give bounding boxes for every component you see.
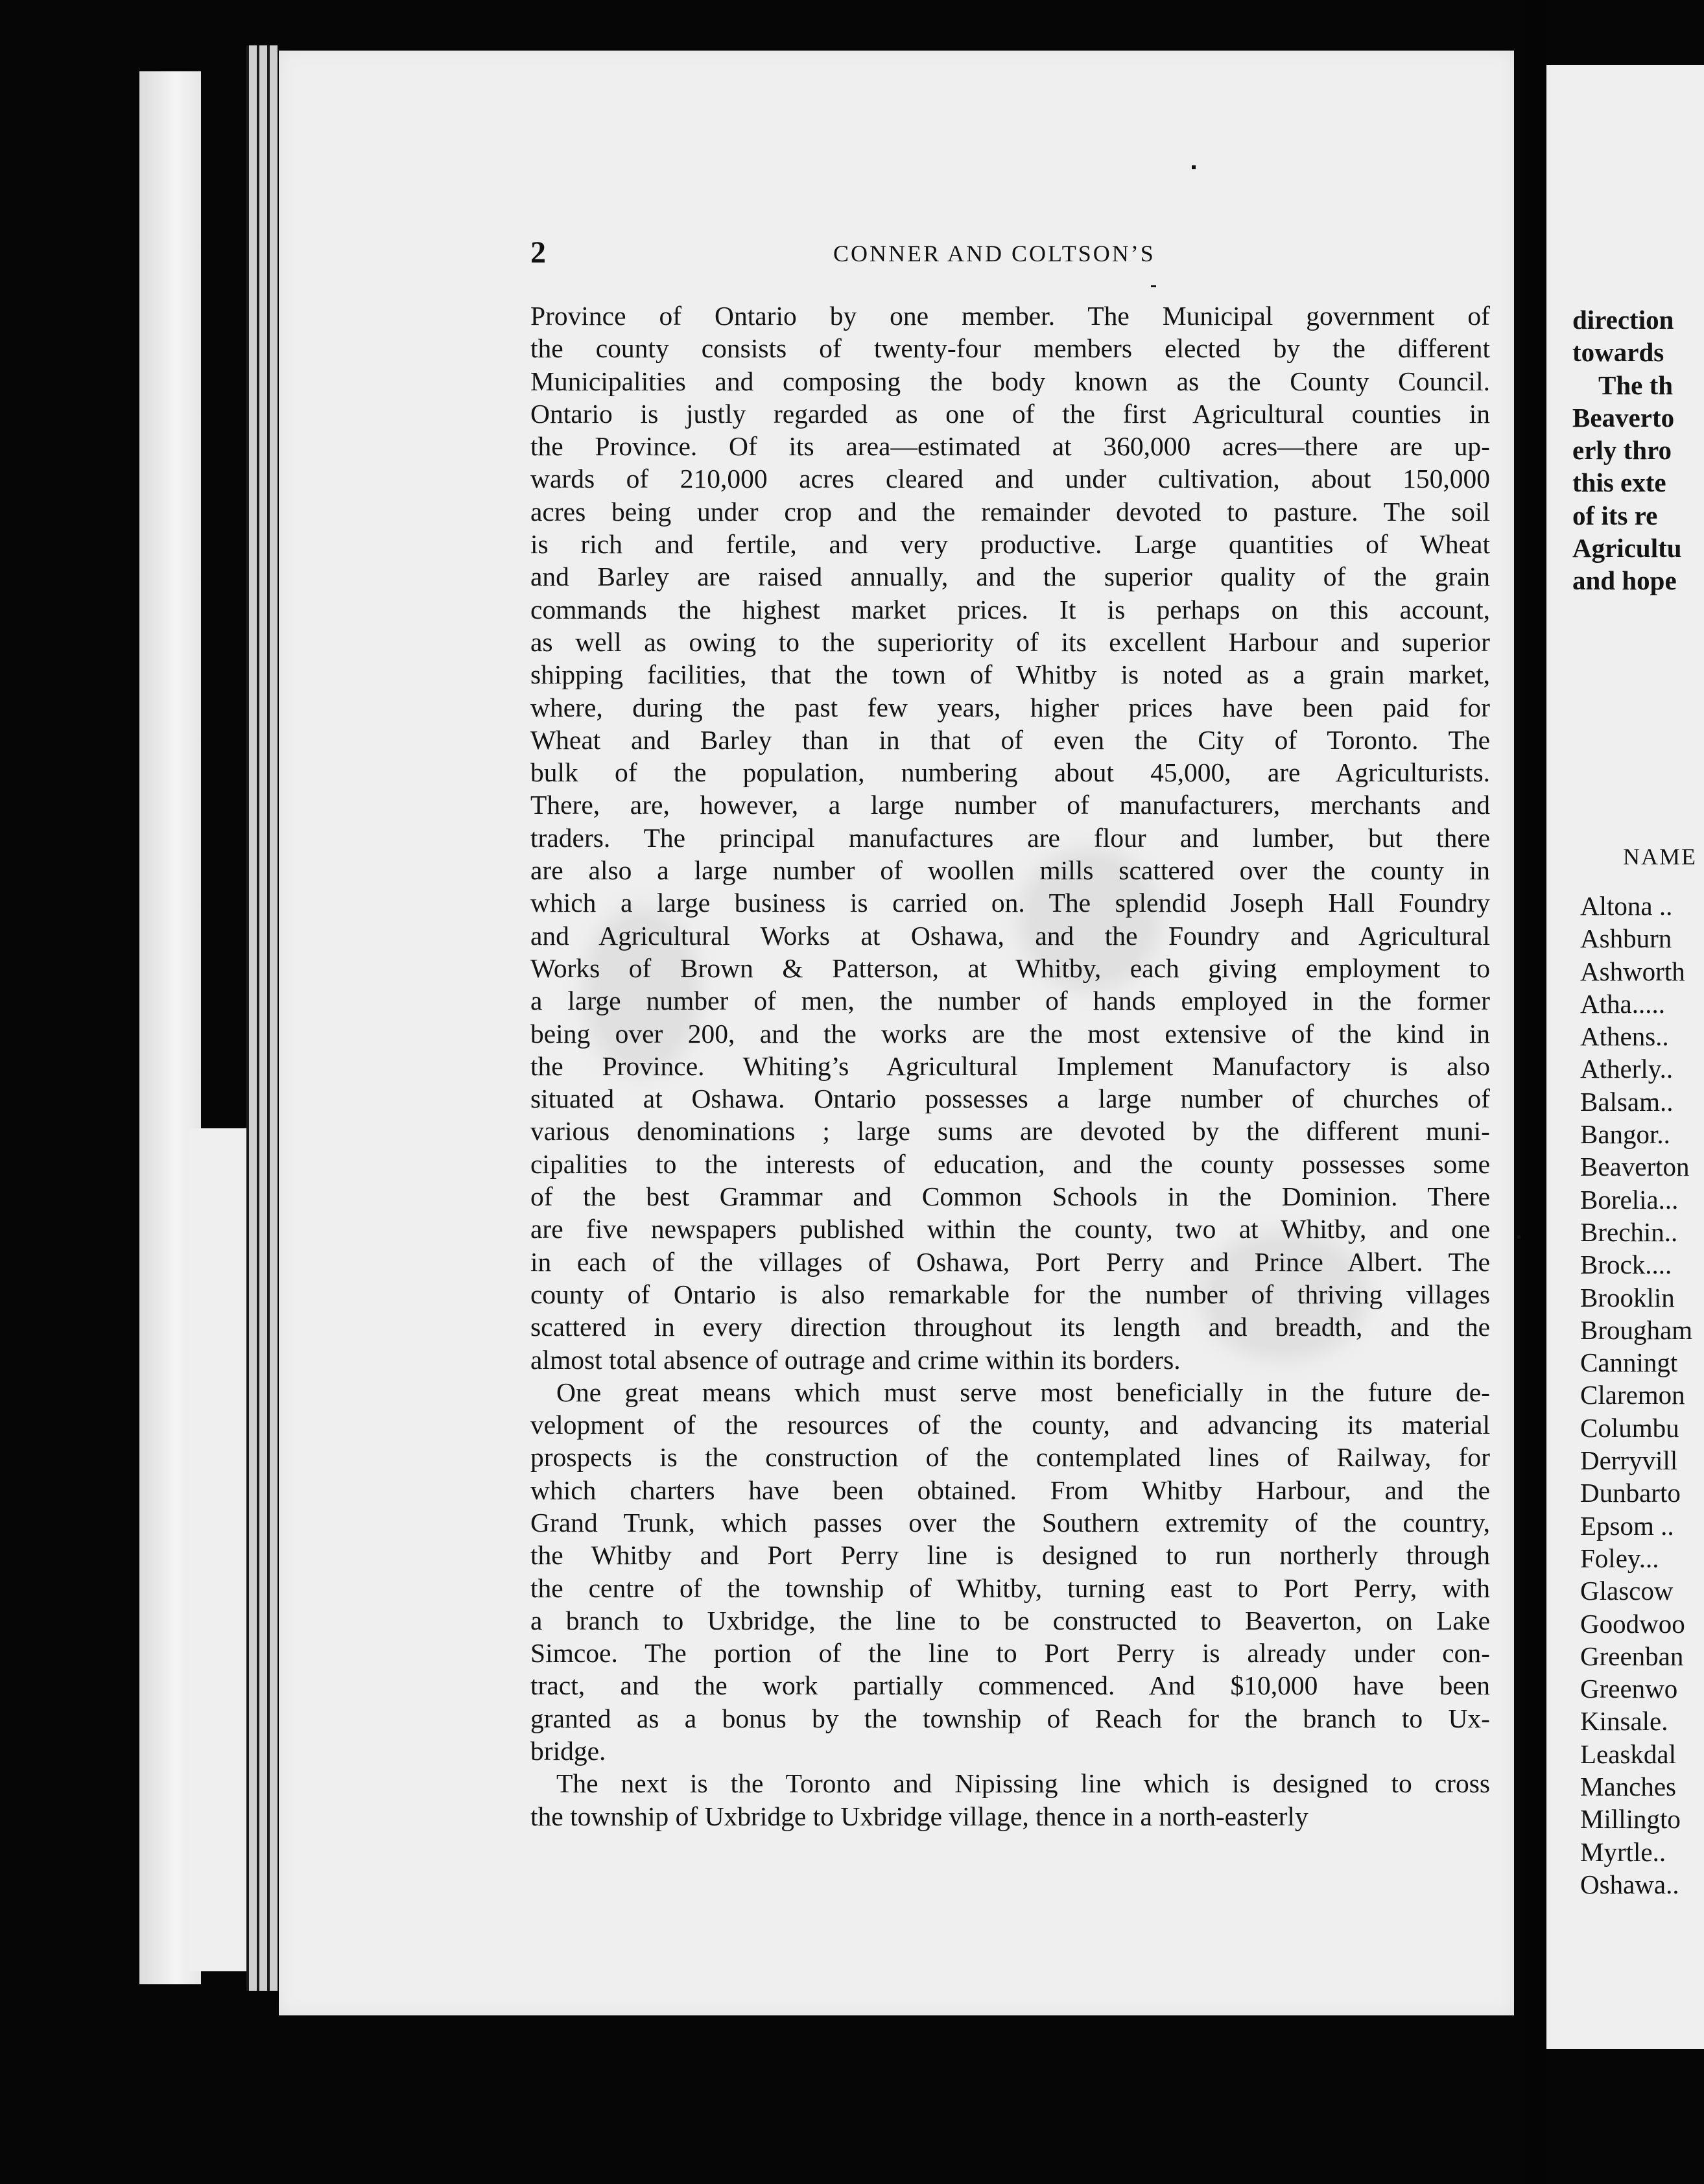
text-line: in each of the villages of Oshawa, Port Perry and Prince Albert. The (530, 1246, 1490, 1277)
text-line: are five newspapers published within the county, two at Whitby, and one (530, 1214, 1490, 1244)
text-line: and Barley are raised annually, and the superior quality of the grain (530, 562, 1490, 592)
running-head: CONNER AND COLTSON’S (833, 241, 1155, 267)
text-line: shipping facilities, that the town of Whitby is noted as a grain market, (530, 659, 1490, 690)
page-edge (267, 45, 278, 1991)
body-text (530, 300, 1490, 1833)
place-name: Borelia... (1580, 1184, 1679, 1215)
text-line: as well as owing to the superiority of its excellent Harbour and superior (530, 626, 1490, 657)
place-name: Myrtle.. (1580, 1836, 1666, 1867)
text-line: the Province. Of its area—estimated at 360,000 acres—there are up- (530, 431, 1490, 462)
place-name: Goodwoo (1580, 1608, 1685, 1639)
place-name: Atherly.. (1580, 1054, 1674, 1084)
text-line: Province of Ontario by one member. The Municipal government of (530, 301, 1490, 331)
text-line: velopment of the resources of the county, and advancing its material (530, 1410, 1490, 1440)
facing-page-heading: NAME (1623, 844, 1697, 870)
text-line: where, during the past few years, higher prices have been paid for (530, 692, 1490, 722)
place-name: Brougham (1580, 1314, 1693, 1345)
text-line: the Whitby and Port Perry line is designed to run northerly through (530, 1540, 1490, 1571)
place-name: Athens.. (1580, 1021, 1669, 1052)
page-edge (246, 45, 257, 1991)
text-line: There, are, however, a large number of manufacturers, merchants and (530, 790, 1490, 820)
text-line: which charters have been obtained. From Whitby Harbour, and the (530, 1475, 1490, 1505)
facing-text-line: and hope (1572, 565, 1677, 596)
facing-text-line: towards (1572, 337, 1664, 368)
place-name: Epsom .. (1580, 1510, 1674, 1541)
scan-speck (1192, 165, 1196, 169)
text-line: the township of Uxbridge to Uxbridge village, thence in a north-easterly (530, 1801, 1308, 1831)
text-line: of the best Grammar and Common Schools in the Dominion. There (530, 1181, 1490, 1212)
place-name: Columbu (1580, 1412, 1679, 1443)
place-name: Ashworth (1580, 956, 1685, 986)
place-name: Greenwo (1580, 1674, 1678, 1704)
place-name: Brock.... (1580, 1250, 1672, 1280)
text-line: the centre of the township of Whitby, turning east to Port Perry, with (530, 1573, 1490, 1603)
facing-text-line: The th (1598, 370, 1674, 400)
facing-text-line: of its re (1572, 500, 1658, 530)
text-line: is rich and fertile, and very productive. Large quantities of Wheat (530, 529, 1490, 560)
facing-page-text (1572, 303, 1682, 597)
facing-text-line: Agricultu (1572, 533, 1682, 564)
facing-text-line: this exte (1572, 468, 1666, 498)
place-name: Millingto (1580, 1804, 1681, 1834)
place-name: Brechin.. (1580, 1217, 1678, 1247)
text-line: scattered in every direction throughout its length and breadth, and the (530, 1312, 1490, 1342)
facing-text-line: direction (1572, 305, 1674, 335)
text-line: wards of 210,000 acres cleared and under cultivation, about 150,000 (530, 464, 1490, 494)
place-name: Balsam.. (1580, 1086, 1674, 1117)
page-number: 2 (530, 235, 546, 270)
text-line: tract, and the work partially commenced. And $10,000 have been (530, 1670, 1490, 1701)
text-line: the county consists of twenty-four members elected by the different (530, 333, 1490, 364)
text-line: Works of Brown & Patterson, at Whitby, each giving employment to (530, 953, 1490, 983)
gutter-shadow (1521, 0, 1546, 2184)
text-line: a branch to Uxbridge, the line to be constructed to Beaverton, on Lake (530, 1605, 1490, 1635)
facing-text-line: erly thro (1572, 435, 1672, 466)
place-name: Bangor.. (1580, 1119, 1670, 1150)
text-line: are also a large number of woollen mills scattered over the county in (530, 855, 1490, 886)
place-name: Canningt (1580, 1347, 1678, 1378)
text-line: almost total absence of outrage and crime within its borders. (530, 1344, 1181, 1375)
place-name: Claremon (1580, 1380, 1685, 1410)
text-line: a large number of men, the number of hands employed in the former (530, 986, 1490, 1016)
text-line: county of Ontario is also remarkable for the number of thriving villages (530, 1279, 1490, 1309)
text-line: bulk of the population, numbering about 45,000, are Agriculturists. (530, 757, 1490, 788)
text-line: and Agricultural Works at Oshawa, and the Foundry and Agricultural (530, 920, 1490, 951)
place-name: Greenban (1580, 1641, 1684, 1671)
text-line: prospects is the construction of the contemplated lines of Railway, for (530, 1442, 1490, 1473)
place-name: Manches (1580, 1772, 1677, 1802)
place-name: Oshawa.. (1580, 1869, 1679, 1899)
text-line: bridge. (530, 1736, 606, 1766)
text-line: Ontario is justly regarded as one of the first Agricultural counties in (530, 398, 1490, 429)
text-line: which a large business is carried on. The splendid Joseph Hall Foundry (530, 888, 1490, 918)
place-name: Kinsale. (1580, 1706, 1668, 1737)
place-name: Brooklin (1580, 1282, 1675, 1312)
text-line: Simcoe. The portion of the line to Port Perry is already under con- (530, 1638, 1490, 1668)
text-line: The next is the Toronto and Nipissing line which is designed to cross (556, 1768, 1490, 1799)
page-edge (257, 45, 267, 1991)
place-name: Leaskdal (1580, 1739, 1676, 1769)
facing-page (1546, 65, 1704, 2049)
text-line: traders. The principal manufactures are flour and lumber, but there (530, 822, 1490, 853)
place-name: Ashburn (1580, 923, 1672, 954)
place-name: Dunbarto (1580, 1478, 1681, 1508)
place-name: Glascow (1580, 1576, 1674, 1606)
text-line: cipalities to the interests of education, and the county possesses some (530, 1148, 1490, 1179)
text-line: granted as a bonus by the township of Reach for the branch to Ux- (530, 1703, 1490, 1733)
text-line: Grand Trunk, which passes over the Southern extremity of the country, (530, 1507, 1490, 1537)
place-name: Altona .. (1580, 891, 1673, 921)
place-name: Derryvill (1580, 1445, 1678, 1476)
facing-text-line: Beaverto (1572, 402, 1675, 433)
place-name: Foley... (1580, 1543, 1659, 1573)
scan-speck (1517, 1235, 1521, 1239)
place-name: Beaverton (1580, 1152, 1690, 1182)
text-line: being over 200, and the works are the most extensive of the kind in (530, 1018, 1490, 1049)
text-line: Wheat and Barley than in that of even the City of Toronto. The (530, 724, 1490, 755)
place-name-list (1580, 890, 1692, 1901)
text-line: Municipalities and composing the body known as the County Council. (530, 366, 1490, 396)
place-name: Atha..... (1580, 988, 1665, 1019)
text-line: commands the highest market prices. It is perhaps on this account, (530, 594, 1490, 624)
text-line: various denominations ; large sums are devoted by the different muni- (530, 1116, 1490, 1146)
text-line: situated at Oshawa. Ontario possesses a large number of churches of (530, 1084, 1490, 1114)
text-line: the Province. Whiting’s Agricultural Implement Manufactory is also (530, 1050, 1490, 1081)
text-line: acres being under crop and the remainder devoted to pasture. The soil (530, 496, 1490, 527)
scan-speck (1151, 285, 1156, 287)
text-line: One great means which must serve most beneficially in the future de- (556, 1377, 1490, 1407)
